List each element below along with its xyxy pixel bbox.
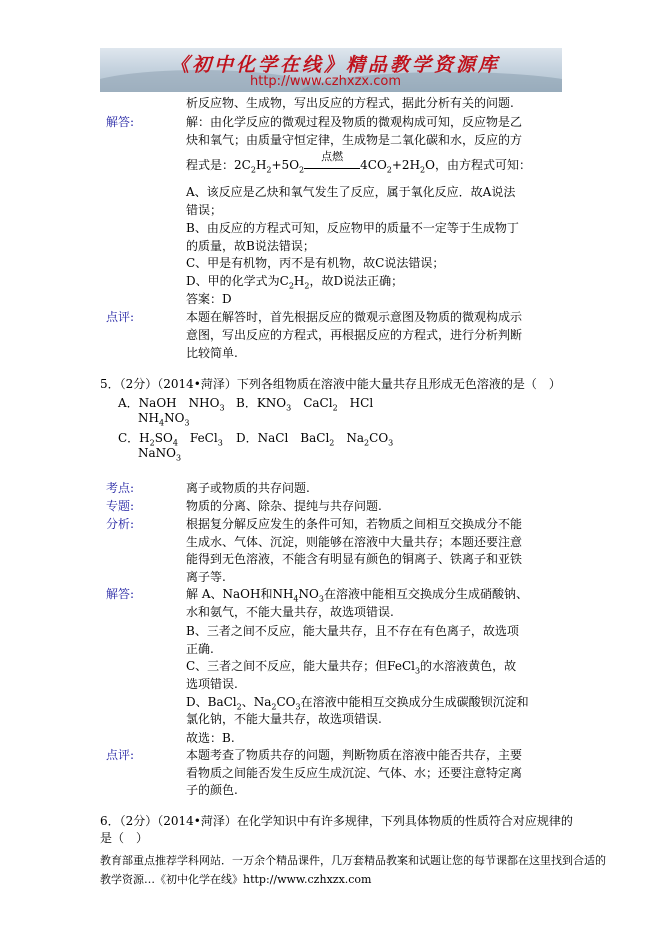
header-banner bbox=[100, 48, 562, 92]
option-d: D．NaCl BaCl$_2$ $Na_2CO_3$ bbox=[236, 431, 394, 448]
question-header: 5．（2分）（2014•菏泽）下列各组物质在溶液中能大量共存且形成无色溶液的是（ ） bbox=[100, 377, 561, 391]
reaction-condition: 点燃 bbox=[321, 150, 344, 163]
option-analysis: C、甲是有机物，丙不是有机物，故C说法错误； bbox=[186, 256, 445, 270]
footer-line: 教育部重点推荐学科网站．一万余个精品课件，几万套精品教案和试题让您的每节课都在这里找到合适的 bbox=[100, 854, 606, 867]
chemical-equation: 程式是：$2C_2H_2+5O_2$ 点燃 $4CO_2+2H_2O$，由方程式可知： bbox=[186, 150, 531, 175]
comment-label: 点评: bbox=[106, 748, 135, 762]
option-a-continued: $NH_4NO_3$ bbox=[138, 411, 190, 428]
answer-line: 解 A、NaOH和$NH_4NO_3$在溶液中能相互交换成分生成硝酸钠、 bbox=[186, 587, 528, 604]
fenxi-line: 离子等. bbox=[186, 570, 226, 584]
banner-url[interactable]: http://www.czhxzx.com bbox=[250, 74, 401, 89]
answer-label: 解答: bbox=[106, 115, 135, 129]
comment-line: 比较简单. bbox=[186, 346, 238, 360]
answer-line: 选项错误. bbox=[186, 677, 238, 691]
kaodian-label: 考点: bbox=[106, 481, 135, 495]
comment-line: 看物质之间能否发生反应生成沉淀、气体、水；还要注意特定离 bbox=[186, 766, 523, 780]
option-c: C．$H_2SO_4$ FeCl$_3$ bbox=[118, 431, 223, 448]
comment-label: 点评: bbox=[106, 310, 135, 324]
banner-title: 《初中化学在线》精品教学资源库 bbox=[170, 54, 501, 76]
fenxi-line: 生成水、气体、沉淀，则能够在溶液中大量共存；本题还要注意 bbox=[186, 535, 523, 549]
footer-line: 教学资源…《初中化学在线》http://www.czhxzx.com bbox=[100, 873, 372, 886]
option-analysis: D、甲的化学式为$C_2H_2$，故D说法正确； bbox=[186, 274, 404, 291]
option-analysis: 错误； bbox=[186, 203, 223, 217]
fenxi-line: 能得到无色溶液，不能含有明显有颜色的铜离子、铁离子和亚铁 bbox=[186, 552, 523, 566]
footer-link[interactable]: http://www.czhxzx.com bbox=[243, 873, 372, 886]
answer-line: C、三者之间不反应，能大量共存；但FeCl$_3$的水溶液黄色，故 bbox=[186, 659, 517, 676]
fenxi-label: 分析: bbox=[106, 517, 135, 531]
kaodian-text: 离子或物质的共存问题. bbox=[186, 481, 310, 495]
option-c-continued: NaNO$_3$ bbox=[138, 446, 182, 463]
comment-line: 本题考查了物质共存的问题，判断物质在溶液中能否共存，主要 bbox=[186, 748, 523, 762]
option-b: B．$KNO_3$ CaCl$_2$ HCl bbox=[236, 396, 374, 413]
zhuanti-label: 专题: bbox=[106, 499, 135, 513]
answer-line: 氯化钠，不能大量共存，故选项错误. bbox=[186, 712, 382, 726]
answer-line: B、三者之间不反应，能大量共存，且不存在有色离子，故选项 bbox=[186, 624, 519, 638]
answer-line: 炔和氧气；由质量守恒定律，生成物是二氧化碳和水，反应的方 bbox=[186, 133, 523, 147]
fenxi-line: 根据复分解反应发生的条件可知，若物质之间相互交换成分不能 bbox=[186, 517, 523, 531]
final-answer: 故选：B. bbox=[186, 731, 235, 745]
answer-label: 解答: bbox=[106, 587, 135, 601]
answer-line: D、BaCl$_2$、$Na_2CO_3$在溶液中能相互交换成分生成碳酸钡沉淀和 bbox=[186, 695, 529, 712]
option-analysis: A、该反应是乙炔和氧气发生了反应，属于氧化反应．故A说法 bbox=[186, 185, 516, 199]
analysis-line: 析反应物、生成物，写出反应的方程式，据此分析有关的问题. bbox=[186, 96, 514, 110]
answer-line: 正确. bbox=[186, 642, 214, 656]
question-header: 6．（2分）（2014•菏泽）在化学知识中有许多规律，下列具体物质的性质符合对应规律的 bbox=[100, 814, 573, 828]
comment-line: 本题在解答时，首先根据反应的微观示意图及物质的微观构成示 bbox=[186, 310, 523, 324]
option-a: A．NaOH $NHO_3$ bbox=[118, 396, 225, 413]
zhuanti-text: 物质的分离、除杂、提纯与共存问题. bbox=[186, 499, 382, 513]
answer-line: 解：由化学反应的微观过程及物质的微观构成可知，反应物是乙 bbox=[186, 115, 523, 129]
comment-line: 意图，写出反应的方程式，再根据反应的方程式，进行分析判断 bbox=[186, 328, 523, 342]
option-analysis: 的质量，故B说法错误； bbox=[186, 239, 315, 253]
question-header: 是（ ） bbox=[100, 831, 149, 845]
final-answer: 答案：D bbox=[186, 292, 232, 306]
comment-line: 子的颜色. bbox=[186, 783, 238, 797]
option-analysis: B、由反应的方程式可知，反应物甲的质量不一定等于生成物丁 bbox=[186, 221, 519, 235]
answer-line: 水和氨气，不能大量共存，故选项错误. bbox=[186, 605, 394, 619]
